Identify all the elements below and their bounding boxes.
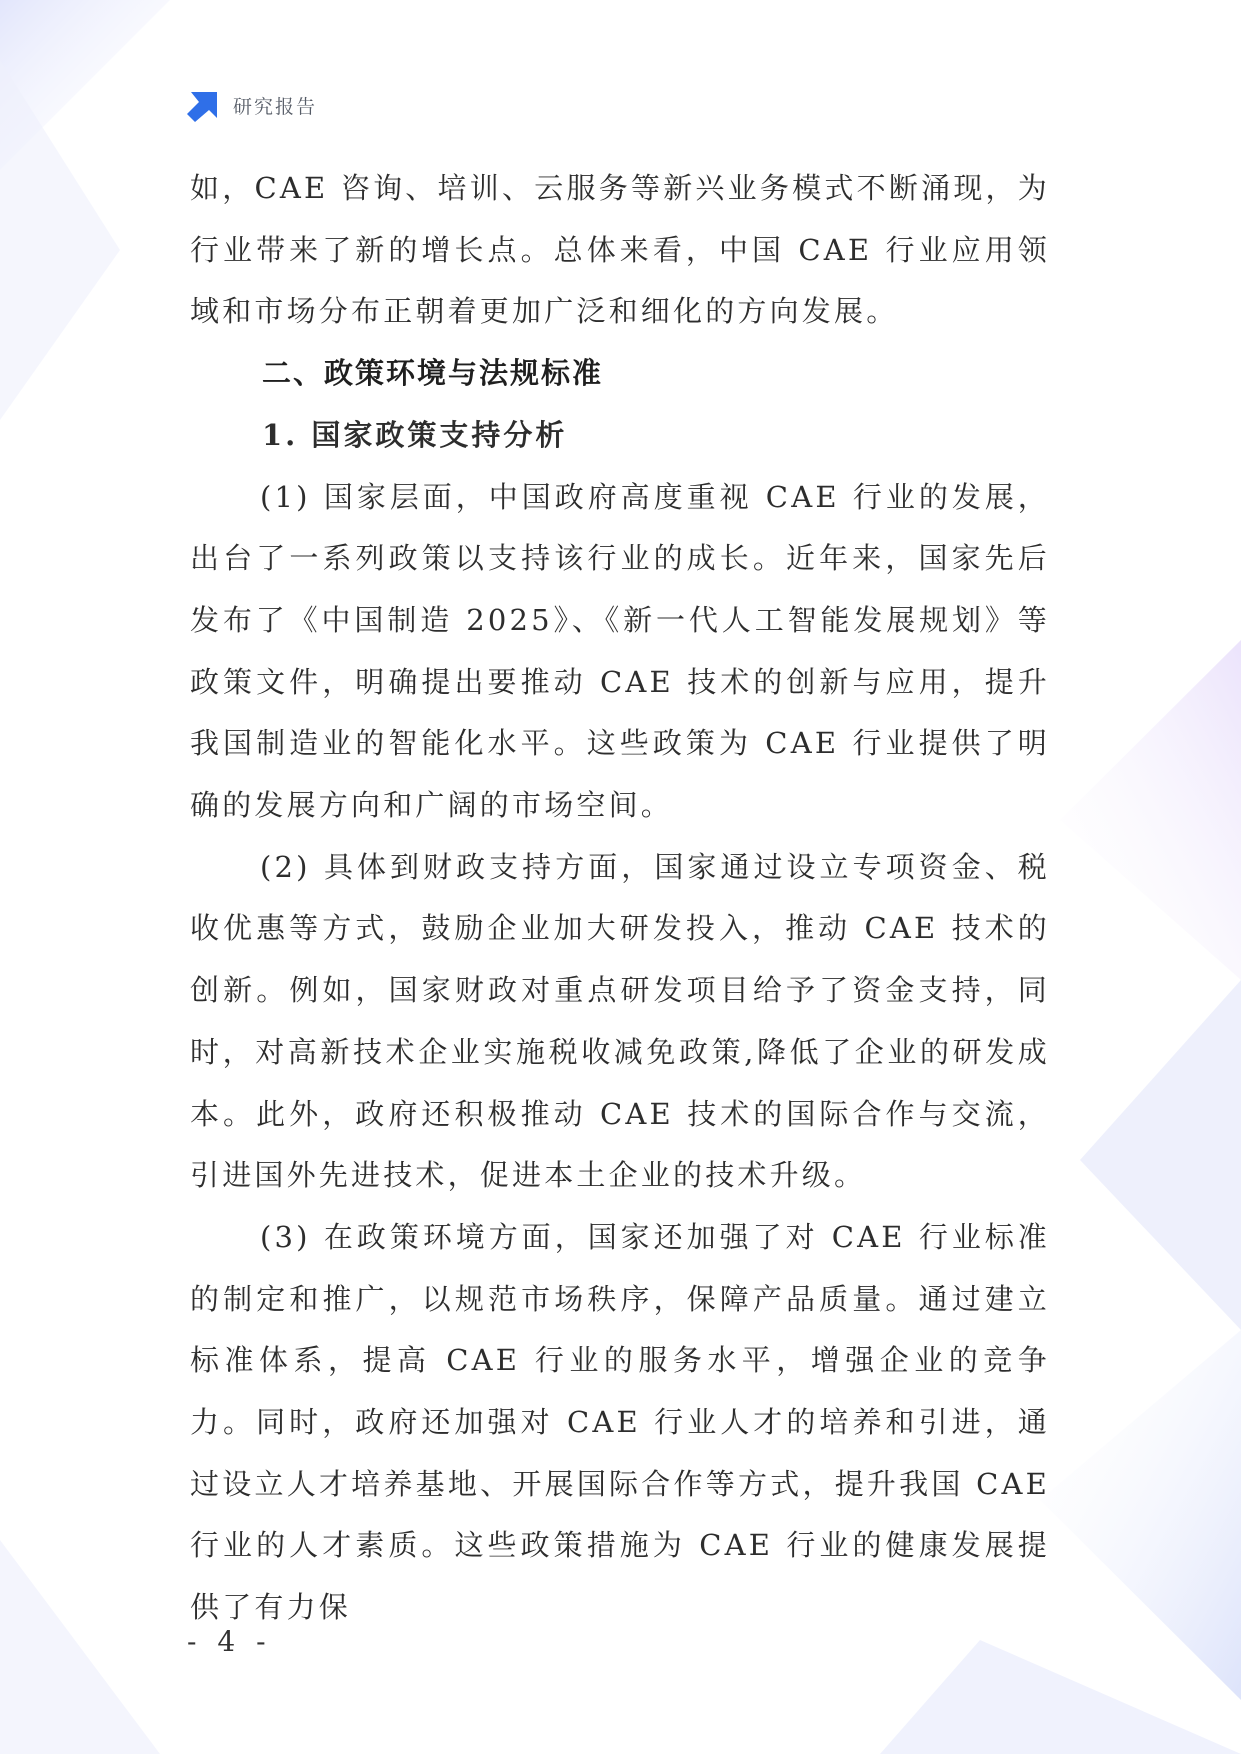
page-number: - 4 - [187,1625,272,1658]
header-title: 研究报告 [233,95,318,118]
paragraph-1: (1) 国家层面，中国政府高度重视 CAE 行业的发展，出台了一系列政策以支持该行业的成长。近年来，国家先后发布了《中国制造 2025》、《新一代人工智能发展规划》等政策文件，明确提出要推动 CAE 技术的创新与应用，提升我国制造业的智能化水平。这些政策为 CAE 行业提供了明确的发展方向和广阔的市场空间。 [190,479,1050,823]
paragraph-3: (3) 在政策环境方面，国家还加强了对 CAE 行业标准的制定和推广，以规范市场秩序，保障产品质量。通过建立标准体系，提高 CAE 行业的服务水平，增强企业的竞争力。同时，政府还加强对 CAE 行业人才的培养和引进，通过设立人才培养基地、开展国际合作等方式，提升我国 CAE 行业的人才素质。这些政策措施为 CAE 行业的健康发展提供了有力保 [190,1219,1050,1625]
section-heading: 二、政策环境与法规标准 [262,356,604,391]
document-body [190,158,1050,1639]
paragraph-2: (2) 具体到财政支持方面，国家通过设立专项资金、税收优惠等方式，鼓励企业加大研发投入，推动 CAE 技术的创新。例如，国家财政对重点研发项目给予了资金支持，同时，对高新技术企业实施税收减免政策,降低了企业的研发成本。此外，政府还积极推动 CAE 技术的国际合作与交流，引进国外先进技术，促进本土企业的技术升级。 [190,849,1050,1193]
subsection-heading: 1. 国家政策支持分析 [262,417,568,452]
report-header [187,88,317,122]
arrow-up-right-icon [187,88,221,122]
paragraph-continued: 如，CAE 咨询、培训、云服务等新兴业务模式不断涌现，为行业带来了新的增长点。总体来看，中国 CAE 行业应用领域和市场分布正朝着更加广泛和细化的方向发展。 [190,171,1050,329]
